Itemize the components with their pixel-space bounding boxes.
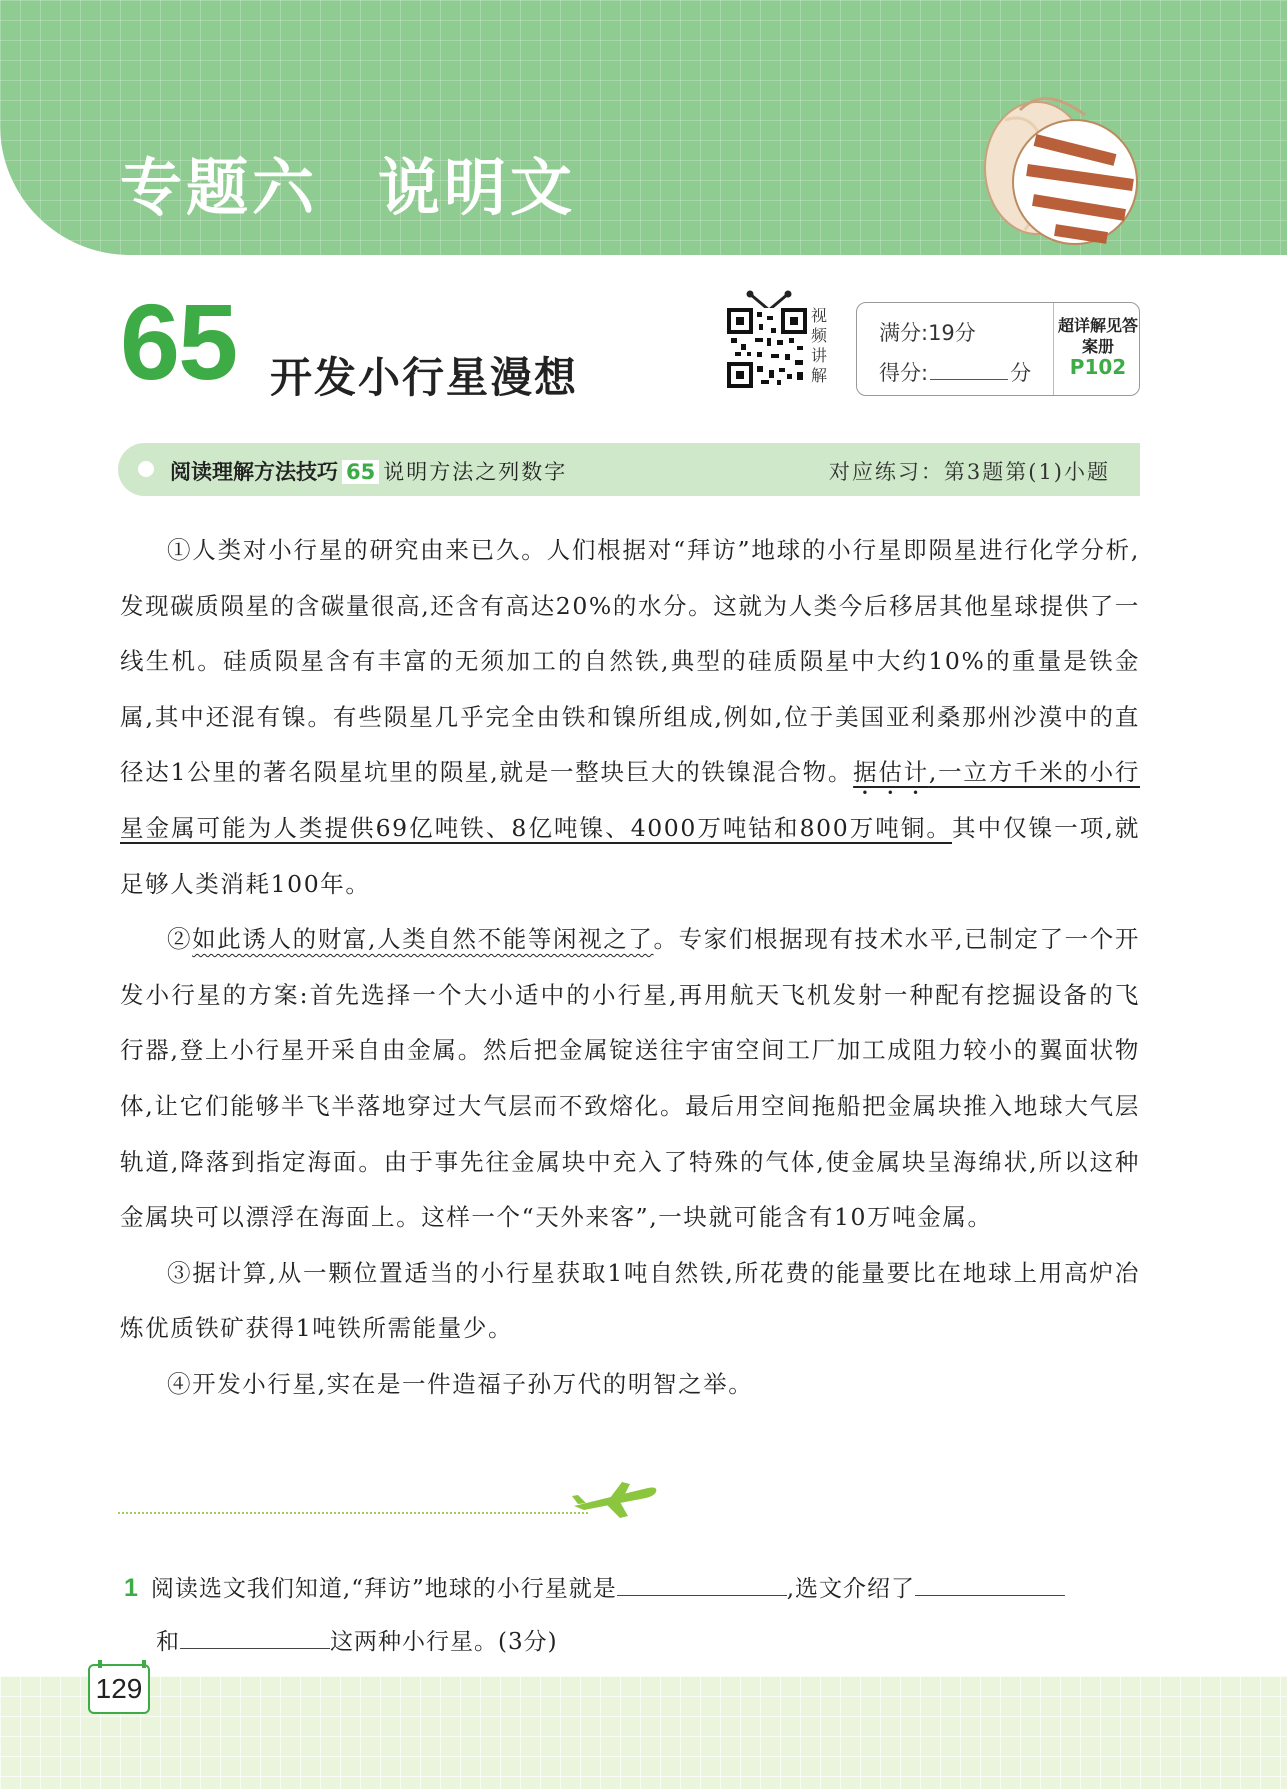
score-got-unit: 分 <box>1010 361 1032 385</box>
answer-blank-1[interactable] <box>617 1569 787 1596</box>
question-line-2 <box>124 1616 1144 1669</box>
method-number: 65 <box>342 460 379 484</box>
chapter-title <box>120 138 576 227</box>
video-qr-code[interactable] <box>727 308 807 388</box>
method-tip <box>170 456 567 486</box>
score-got-label: 得分: <box>879 361 929 385</box>
lesson-title: 开发小行星漫想 <box>270 353 579 402</box>
answer-page: P102 <box>1069 355 1127 379</box>
reading-passage <box>120 523 1140 1413</box>
score-got-row <box>879 357 1031 387</box>
seashell-icon <box>975 90 1145 250</box>
question-1 <box>124 1562 1144 1669</box>
question-number: 1 <box>124 1574 139 1602</box>
p1-text-a: ①人类对小行星的研究由来已久。人们根据对“拜访”地球的小行星即陨星进行化学分析,发现碳质陨星的含碳量很高,还含有高达20%的水分。这就为人类今后移居其他星球提供了一线生机。硅质陨星含有丰富的无须加工的自然铁,典型的硅质陨星中大约10%的重量是铁金属,其中还混有镍。有些陨星几乎完全由铁和镍所组成,例如,位于美国亚利桑那州沙漠中的直径达1公里的著名陨星坑里的陨星,就是一整块巨大的铁镍混合物。 <box>120 536 1140 787</box>
p1-underlined-text: ,一立方千米的小行星金属可能为人类提供69亿吨铁、8亿吨镍、4000万吨钴和800万吨铜。 <box>120 758 1141 842</box>
method-label: 阅读理解方法技巧 <box>170 460 338 484</box>
question-part-3: 和 <box>156 1629 180 1655</box>
practice-reference: 对应练习：第3题第(1)小题 <box>828 460 1110 484</box>
page-footer-band <box>0 1676 1287 1789</box>
paragraph-1 <box>120 523 1140 912</box>
answer-reference-text: 超详解见答案册 <box>1057 316 1138 356</box>
paragraph-4: ④开发小行星,实在是一件造福子孙万代的明智之举。 <box>167 1369 754 1398</box>
method-topic: 说明方法之列数字 <box>383 460 568 484</box>
p2-lead: ② <box>167 925 193 954</box>
answer-reference <box>1057 315 1139 378</box>
paragraph-2 <box>120 912 1140 1246</box>
question-line-1 <box>124 1562 1144 1616</box>
score-divider <box>1053 303 1054 395</box>
p1-text-b: 其中仅镍一项,就足够人类消耗100年。 <box>120 813 1140 898</box>
video-explain-label: 视频讲解 <box>811 306 828 385</box>
p1-dotted-words: 据估计 <box>853 758 929 787</box>
paragraph-3: ③据计算,从一颗位置适当的小行星获取1吨自然铁,所花费的能量要比在地球上用高炉冶炼优质铁矿获得1吨铁所需能量少。 <box>120 1258 1140 1343</box>
question-part-1: 阅读选文我们知道,“拜访”地球的小行星就是 <box>150 1576 617 1602</box>
question-part-4: 这两种小行星。(3分) <box>330 1629 558 1655</box>
score-blank[interactable] <box>930 361 1008 380</box>
question-part-2: ,选文介绍了 <box>786 1576 916 1602</box>
method-tip-bar <box>118 443 1140 496</box>
chapter-genre: 说明文 <box>378 151 577 224</box>
answer-blank-2[interactable] <box>915 1569 1065 1596</box>
answer-blank-3[interactable] <box>180 1622 330 1649</box>
airplane-icon <box>570 1480 660 1520</box>
p2-wavy-sentence: 如此诱人的财富,人类自然不能等闲视之了 <box>192 925 654 954</box>
score-box <box>856 302 1140 396</box>
full-score: 满分:19分 <box>879 321 976 345</box>
lesson-number: 65 <box>120 281 237 402</box>
section-divider <box>118 1512 588 1514</box>
p2-text: 。专家们根据现有技术水平,已制定了一个开发小行星的方案:首先选择一个大小适中的小行星,再用航天飞机发射一种配有挖掘设备的飞行器,登上小行星开采自由金属。然后把金属锭送往宇宙空间工厂加工成阻力较小的翼面状物体,让它们能够半飞半落地穿过大气层而不致熔化。最后用空间拖船把金属块推入地球大气层轨道,降落到指定海面。由于事先往金属块中充入了特殊的气体,使金属块呈海绵状,所以这种金属块可以漂浮在海面上。这样一个“天外来客”,一块就可能含有10万吨金属。 <box>120 925 1140 1232</box>
page-number: 129 <box>88 1664 150 1714</box>
chapter-unit: 专题六 <box>120 151 319 224</box>
bullet-dot <box>138 461 154 477</box>
chapter-header-band <box>0 0 1287 255</box>
